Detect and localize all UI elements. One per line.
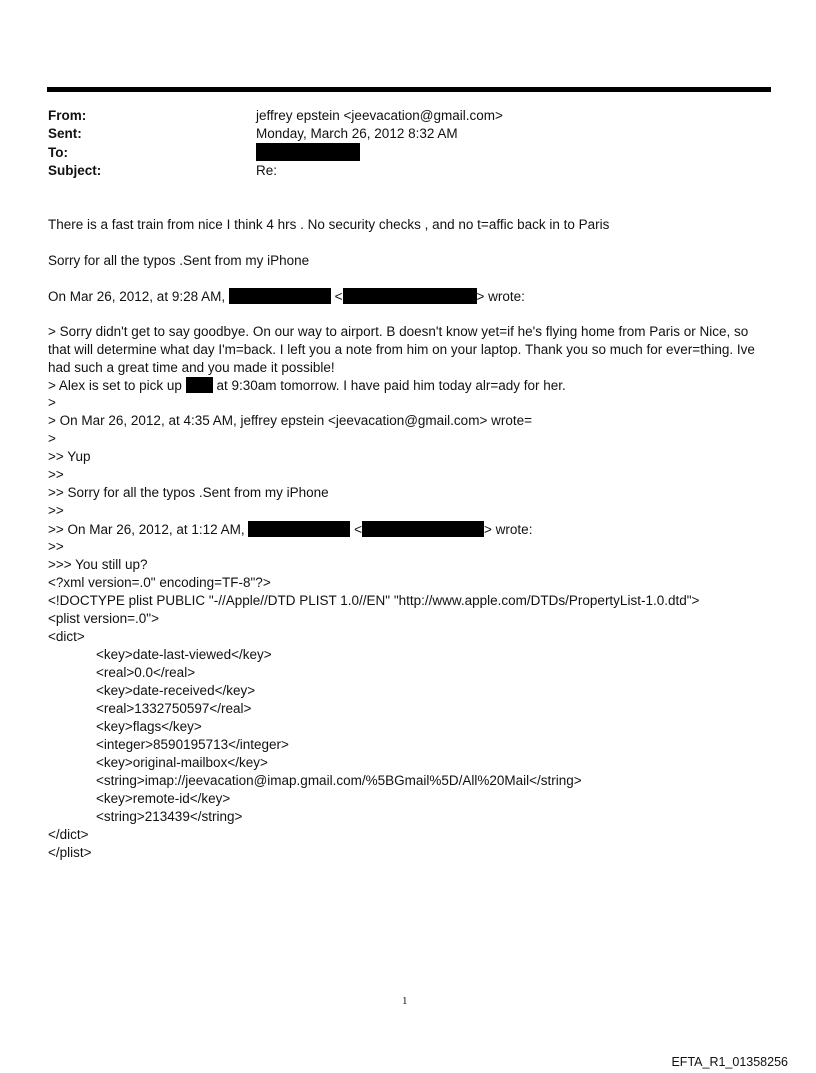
quoted-line-10 bbox=[48, 521, 532, 537]
xml-line-12: <string>imap://jeevacation@imap.gmail.com/%5BGmail%5D/All%20Mail</string> bbox=[96, 773, 582, 788]
xml-line-14: <string>213439</string> bbox=[96, 809, 243, 824]
quoted-line-10-lt: < bbox=[354, 522, 363, 537]
wrote-line-1-lt: < bbox=[334, 289, 343, 304]
subject-label: Subject: bbox=[48, 163, 102, 178]
header-rule bbox=[47, 87, 771, 92]
quoted-line-4: > On Mar 26, 2012, at 4:35 AM, jeffrey epstein <jeevacation@gmail.com> wrote= bbox=[48, 413, 532, 428]
redaction-email-1 bbox=[343, 288, 477, 304]
sent-label: Sent: bbox=[48, 126, 82, 141]
redaction-name-1 bbox=[229, 288, 331, 304]
to-redaction bbox=[256, 143, 360, 161]
wrote-line-1-suffix: > wrote: bbox=[476, 289, 525, 304]
xml-line-11: <key>original-mailbox</key> bbox=[96, 755, 268, 770]
quoted-line-11: >> bbox=[48, 539, 64, 554]
xml-line-15: </dict> bbox=[48, 827, 89, 842]
quoted-line-10-prefix: >> On Mar 26, 2012, at 1:12 AM, bbox=[48, 522, 245, 537]
xml-line-13: <key>remote-id</key> bbox=[96, 791, 231, 806]
from-value: jeffrey epstein <jeevacation@gmail.com> bbox=[256, 108, 503, 123]
xml-line-16: </plist> bbox=[48, 845, 92, 860]
quoted-paragraph: > Sorry didn't get to say goodbye. On our way to airport. B doesn't know yet=if he's flying home from Paris or Nice, so that will determine what day I'm=back. I left you a note from him on your laptop. Thank you so much for ever=thing. Ive had such a great time and you made it possible! bbox=[48, 324, 755, 375]
wrote-line-1-prefix: On Mar 26, 2012, at 9:28 AM, bbox=[48, 289, 226, 304]
wrote-line-1 bbox=[48, 288, 525, 304]
quoted-line-5: > bbox=[48, 431, 56, 446]
bates-number: EFTA_R1_01358256 bbox=[671, 1055, 788, 1069]
sent-value: Monday, March 26, 2012 8:32 AM bbox=[256, 126, 458, 141]
quoted-line-10-suffix: > wrote: bbox=[484, 522, 533, 537]
body-paragraph-2: Sorry for all the typos .Sent from my iPhone bbox=[48, 253, 310, 268]
quoted-line-2-prefix: > Alex is set to pick up bbox=[48, 378, 182, 393]
quoted-line-9: >> bbox=[48, 503, 64, 518]
redaction-name-3 bbox=[248, 521, 350, 537]
subject-value: Re: bbox=[256, 163, 278, 178]
quoted-line-3: > bbox=[48, 395, 56, 410]
xml-line-4: <dict> bbox=[48, 629, 85, 644]
quoted-line-7: >> bbox=[48, 467, 64, 482]
page-number: 1 bbox=[402, 995, 408, 1007]
xml-line-3: <plist version=.0"> bbox=[48, 611, 159, 626]
redaction-name-2 bbox=[186, 377, 213, 393]
quoted-line-6: >> Yup bbox=[48, 449, 91, 464]
xml-line-1: <?xml version=.0" encoding=TF-8"?> bbox=[48, 575, 271, 590]
from-label: From: bbox=[48, 108, 87, 123]
body-paragraph-1: There is a fast train from nice I think 4 hrs . No security checks , and no t=affic back in to Paris bbox=[48, 217, 610, 232]
quoted-line-2-suffix: at 9:30am tomorrow. I have paid him today alr=ady for her. bbox=[216, 378, 566, 393]
quoted-line-8: >> Sorry for all the typos .Sent from my iPhone bbox=[48, 485, 329, 500]
xml-line-5: <key>date-last-viewed</key> bbox=[96, 647, 272, 662]
xml-line-10: <integer>8590195713</integer> bbox=[96, 737, 289, 752]
xml-line-7: <key>date-received</key> bbox=[96, 683, 256, 698]
xml-line-6: <real>0.0</real> bbox=[96, 665, 196, 680]
xml-line-2: <!DOCTYPE plist PUBLIC "-//Apple//DTD PLIST 1.0//EN" "http://www.apple.com/DTDs/PropertyList-1.0.dtd"> bbox=[48, 593, 700, 608]
xml-line-8: <real>1332750597</real> bbox=[96, 701, 252, 716]
quoted-line-12: >>> You still up? bbox=[48, 557, 148, 572]
redaction-email-3 bbox=[362, 521, 484, 537]
quoted-line-2 bbox=[48, 377, 566, 393]
xml-line-9: <key>flags</key> bbox=[96, 719, 202, 734]
to-label: To: bbox=[48, 145, 68, 160]
